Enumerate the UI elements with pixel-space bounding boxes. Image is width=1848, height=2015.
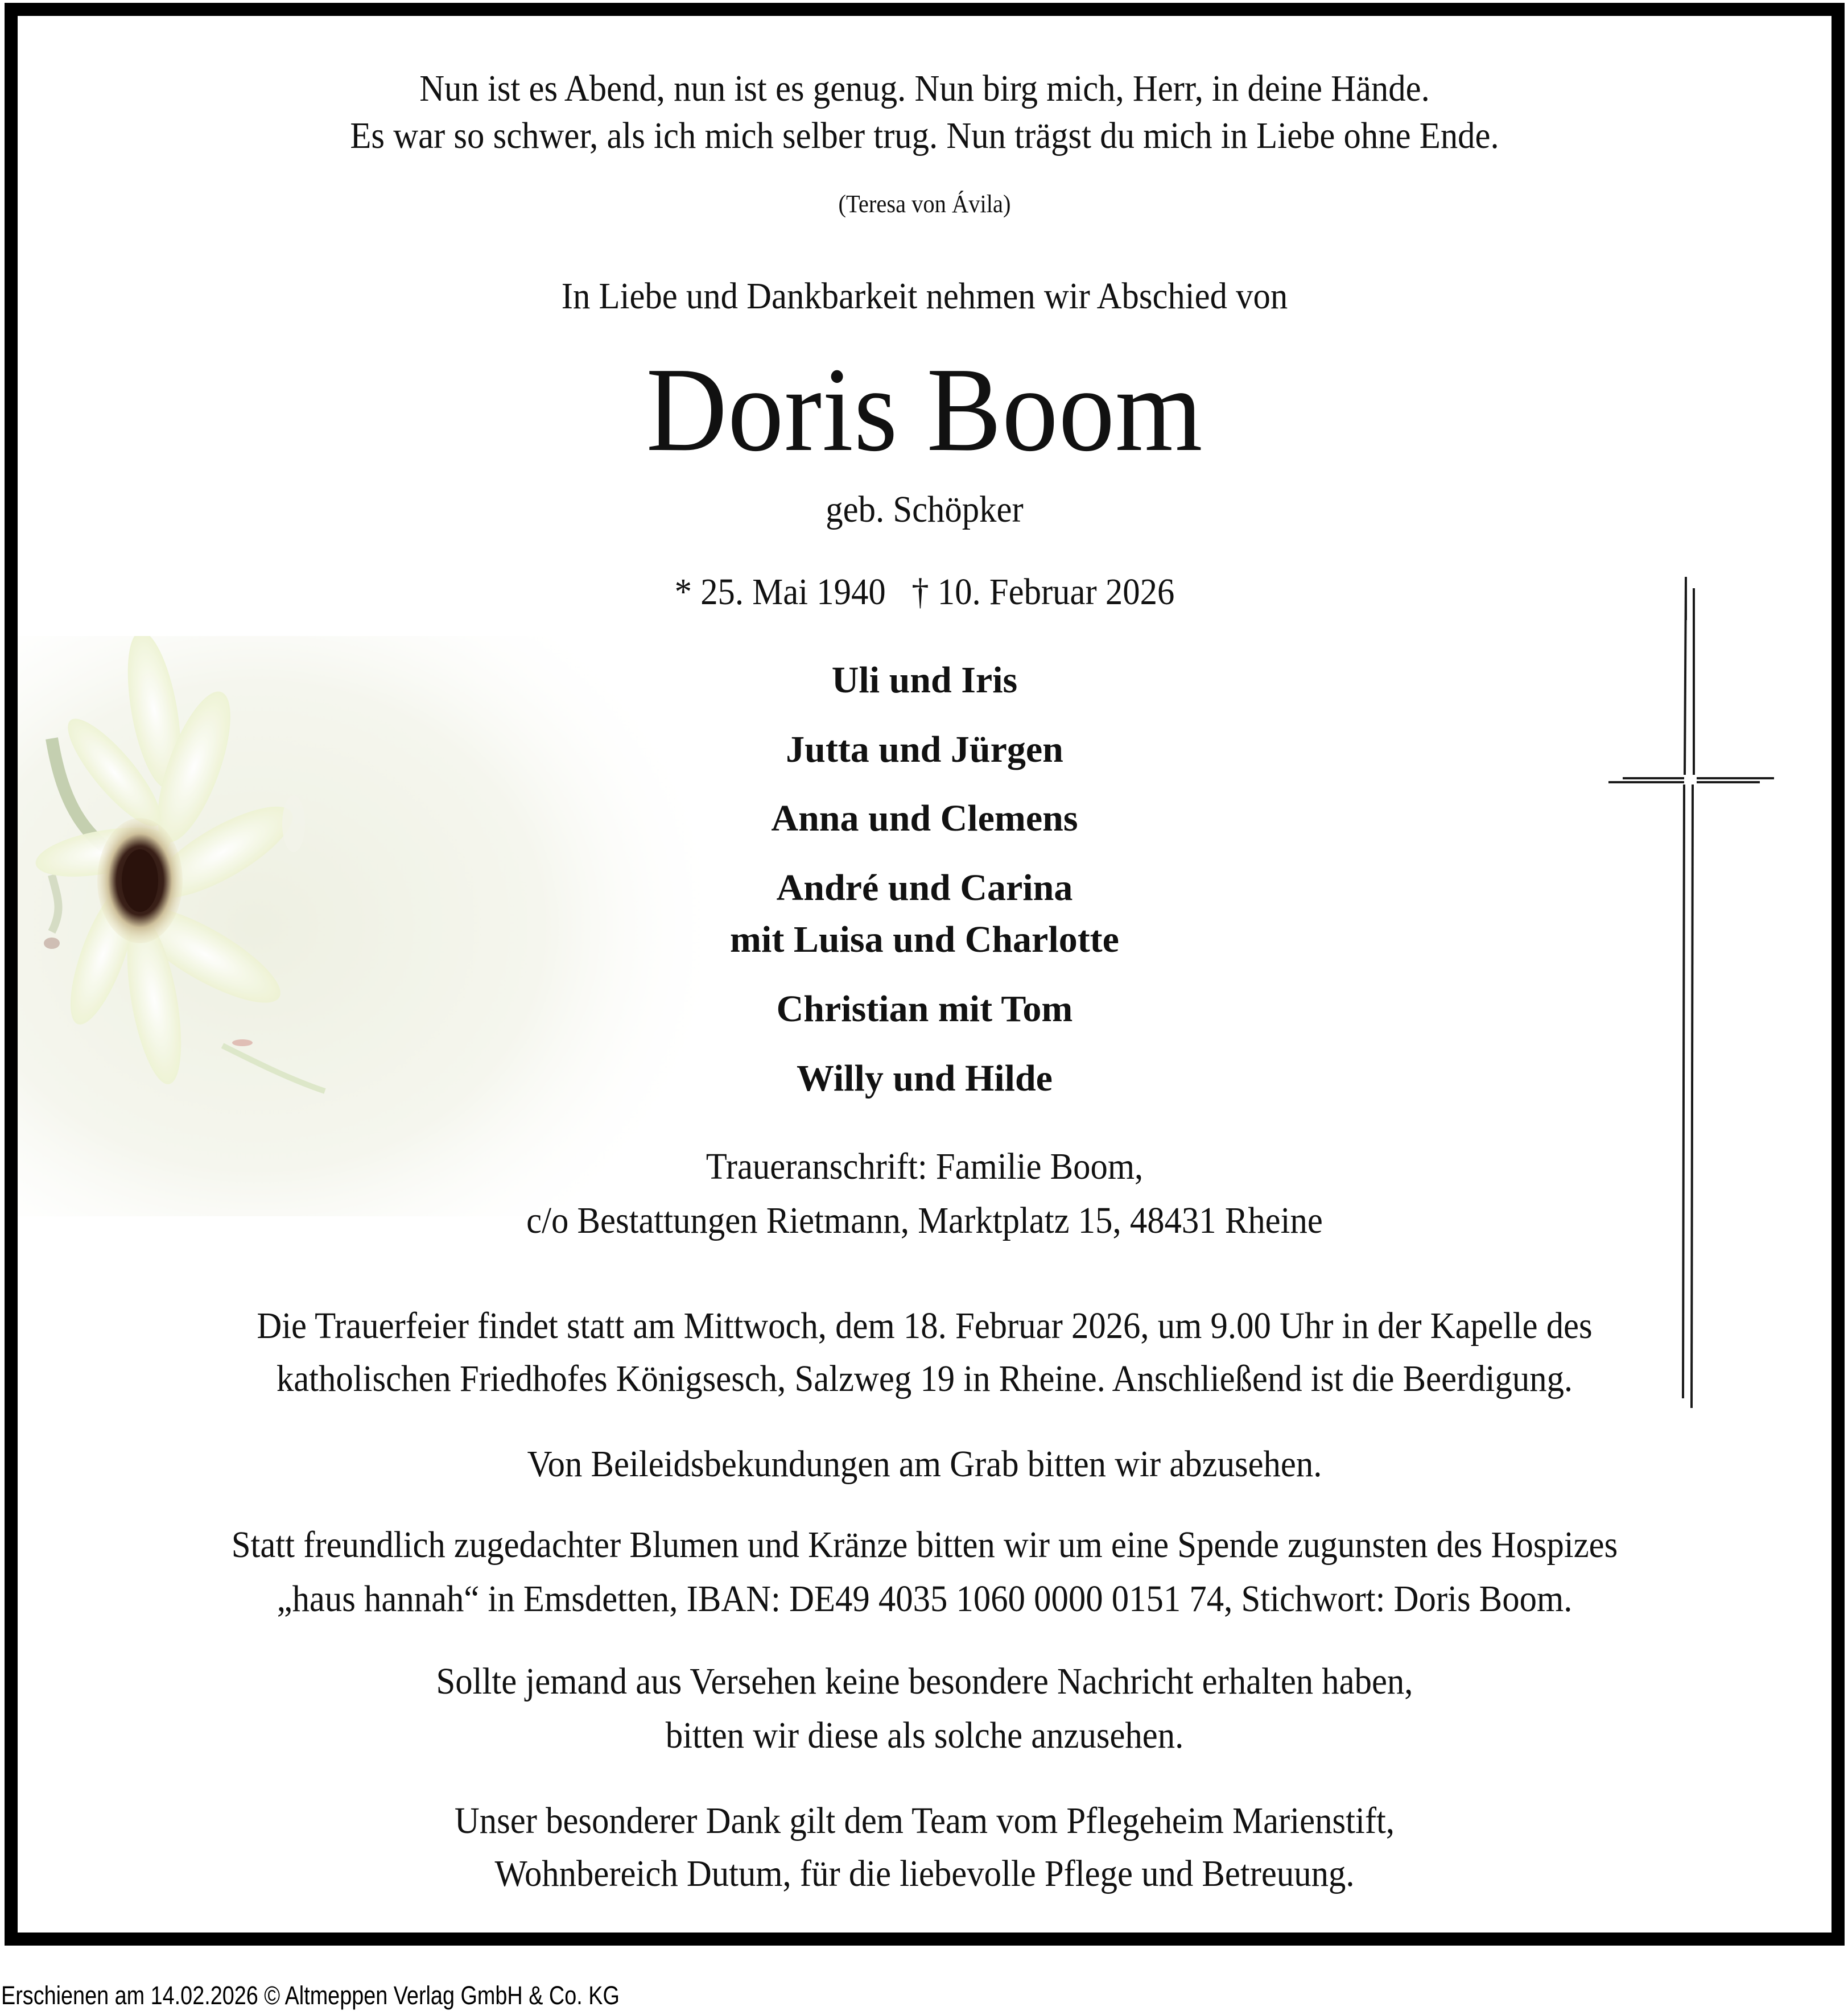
mourner-line: mit Luisa und Charlotte <box>730 919 1119 960</box>
publication-footer: Erschienen am 14.02.2026 © Altmeppen Verlag GmbH & Co. KG <box>1 1981 620 2010</box>
maiden-name: geb. Schöpker <box>826 489 1024 530</box>
quote-line-1: Nun ist es Abend, nun ist es genug. Nun birg mich, Herr, in deine Hände. <box>419 68 1430 109</box>
mourner-line: Willy und Hilde <box>797 1058 1053 1099</box>
mourner-line: Uli und Iris <box>831 659 1018 701</box>
ceremony-line-2: katholischen Friedhofes Königsesch, Salzweg 19 in Rheine. Anschließend ist die Beerdigung. <box>276 1358 1573 1399</box>
condolences-text: Von Beileidsbekundungen am Grab bitten wir abzusehen. <box>527 1443 1322 1485</box>
deceased-name: Doris Boom <box>646 342 1203 476</box>
mourner-line: Jutta und Jürgen <box>786 729 1063 770</box>
thanks-line-1: Unser besonderer Dank gilt dem Team vom Pflegeheim Marienstift, <box>454 1800 1395 1841</box>
mourner-line: André und Carina <box>776 867 1073 909</box>
mourner-line: Christian mit Tom <box>776 988 1073 1030</box>
thanks-line-2: Wohnbereich Dutum, für die liebevolle Pflege und Betreuung. <box>494 1853 1355 1894</box>
quote-author: (Teresa von Ávila) <box>838 190 1011 218</box>
donation-line-1: Statt freundlich zugedachter Blumen und Kränze bitten wir um eine Spende zugunsten des Hospizes <box>231 1524 1618 1566</box>
intro-text: In Liebe und Dankbarkeit nehmen wir Abschied von <box>561 275 1288 317</box>
obituary-frame <box>5 3 1845 1946</box>
notice-line-2: bitten wir diese als solche anzusehen. <box>665 1715 1184 1756</box>
donation-line-2: „haus hannah“ in Emsdetten, IBAN: DE49 4035 1060 0000 0151 74, Stichwort: Doris Boom. <box>277 1578 1573 1620</box>
mourner-line: Anna und Clemens <box>771 798 1078 839</box>
quote-line-2: Es war so schwer, als ich mich selber trug. Nun trägst du mich in Liebe ohne Ende. <box>350 115 1499 156</box>
notice-line-1: Sollte jemand aus Versehen keine besondere Nachricht erhalten haben, <box>436 1661 1413 1702</box>
address-line-2: c/o Bestattungen Rietmann, Marktplatz 15, 48431 Rheine <box>526 1200 1323 1241</box>
address-line-1: Traueranschrift: Familie Boom, <box>706 1146 1144 1187</box>
ceremony-line-1: Die Trauerfeier findet statt am Mittwoch, dem 18. Februar 2026, um 9.00 Uhr in der Kapelle des <box>257 1305 1593 1347</box>
life-dates: * 25. Mai 1940 † 10. Februar 2026 <box>674 571 1175 613</box>
